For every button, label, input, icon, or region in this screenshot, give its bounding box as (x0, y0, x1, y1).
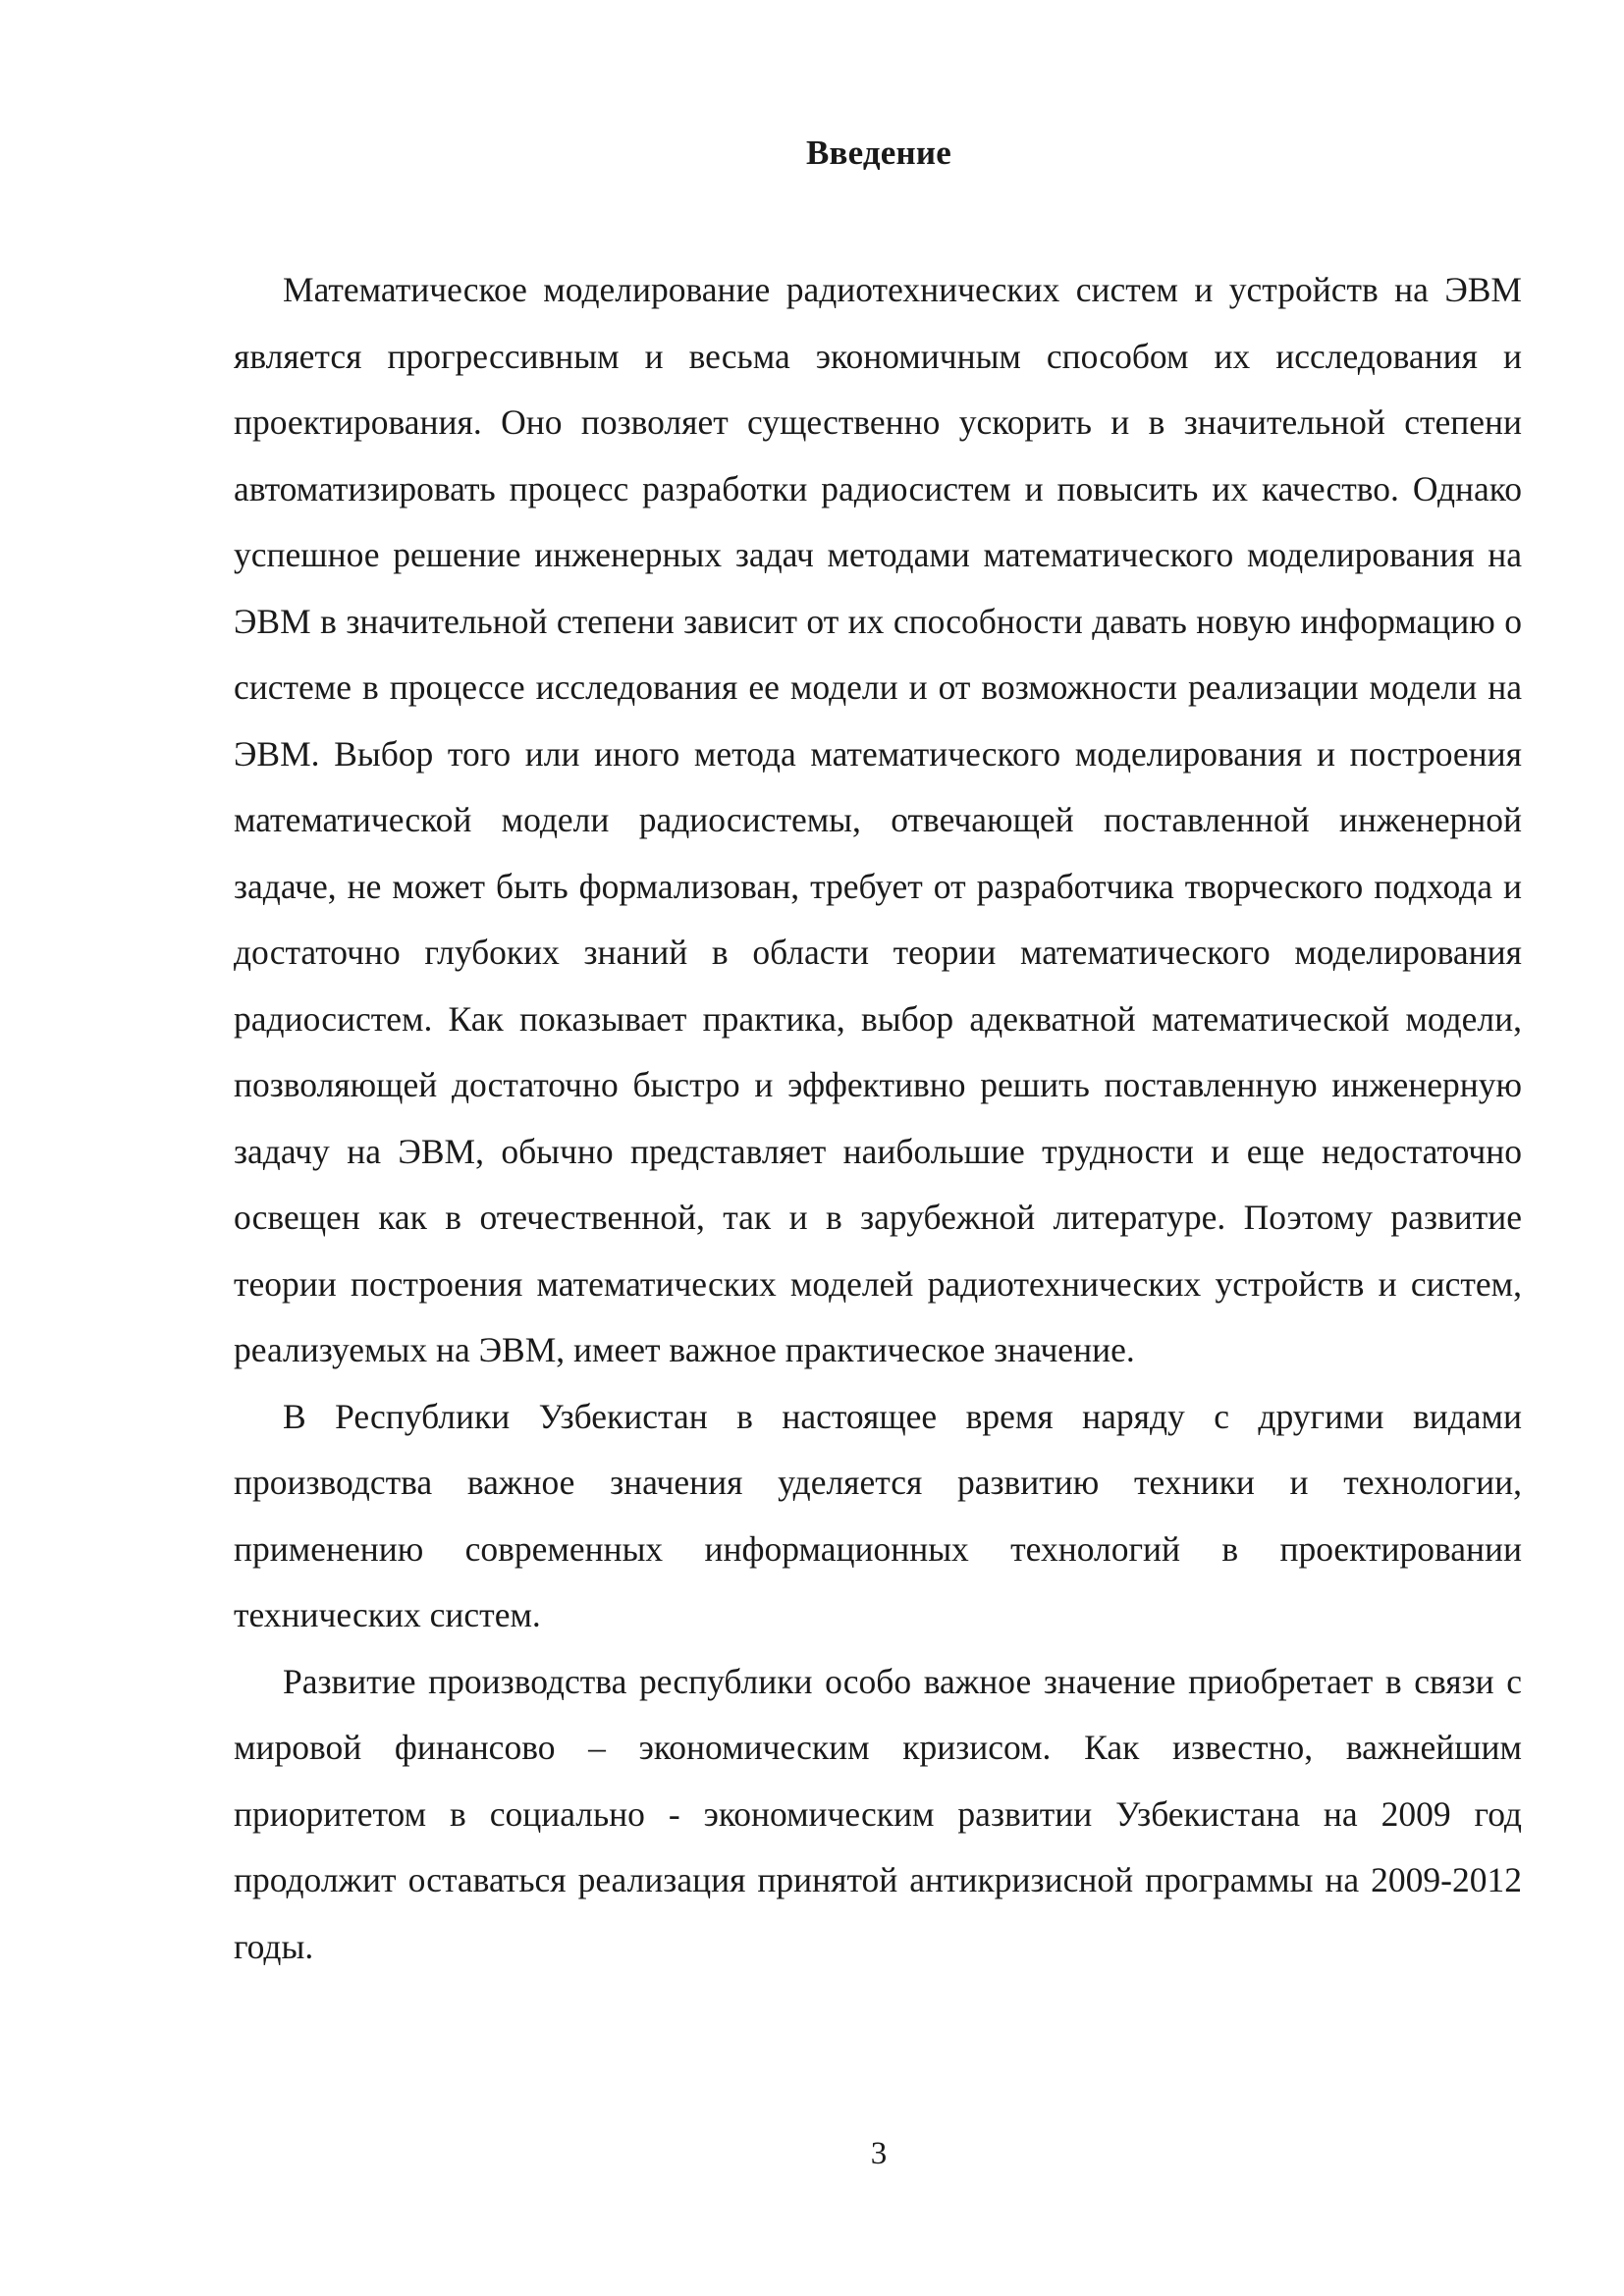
page-title: Введение (805, 133, 952, 172)
document-body (234, 257, 1522, 1980)
paragraph-2: В Республики Узбекистан в настоящее время наряду с другими видами производства важное значения уделяется развитию техники и технологии, применению современных информационных технологий в проектировании технических систем. (234, 1396, 1522, 1634)
page-number: 3 (870, 2136, 888, 2171)
paragraph-1: Математическое моделирование радиотехнических систем и устройств на ЭВМ является прогрессивным и весьма экономичным способом их исследования и проектирования. Оно позволяет существенно ускорить и в значительной степени автоматизировать процесс разработки радиосистем и повысить их качество. Однако успешное решение инженерных задач методами математического моделирования на ЭВМ в значительной степени зависит от их способности давать новую информацию о системе в процессе исследования ее модели и от возможности реализации модели на ЭВМ. Выбор того или иного метода математического моделирования и построения математической модели радиосистемы, отвечающей поставленной инженерной задаче, не может быть формализован, требует от разработчика творческого подхода и достаточно глубоких знаний в области теории математического моделирования радиосистем. Как показывает практика, выбор адекватной математической модели, позволяющей достаточно быстро и эффективно решить поставленную инженерную задачу на ЭВМ, обычно представляет наибольшие трудности и еще недостаточно освещен как в отечественной, так и в зарубежной литературе. Поэтому развитие теории построения математических моделей радиотехнических устройств и систем, реализуемых на ЭВМ, имеет важное практическое значение. (234, 270, 1522, 1369)
paragraph-3: Развитие производства республики особо важное значение приобретает в связи с мировой финансово – экономическим кризисом. Как известно, важнейшим приоритетом в социально - экономическим развитии Узбекистана на 2009 год продолжит оставаться реализация принятой антикризисной программы на 2009-2012 годы. (234, 1661, 1522, 1966)
